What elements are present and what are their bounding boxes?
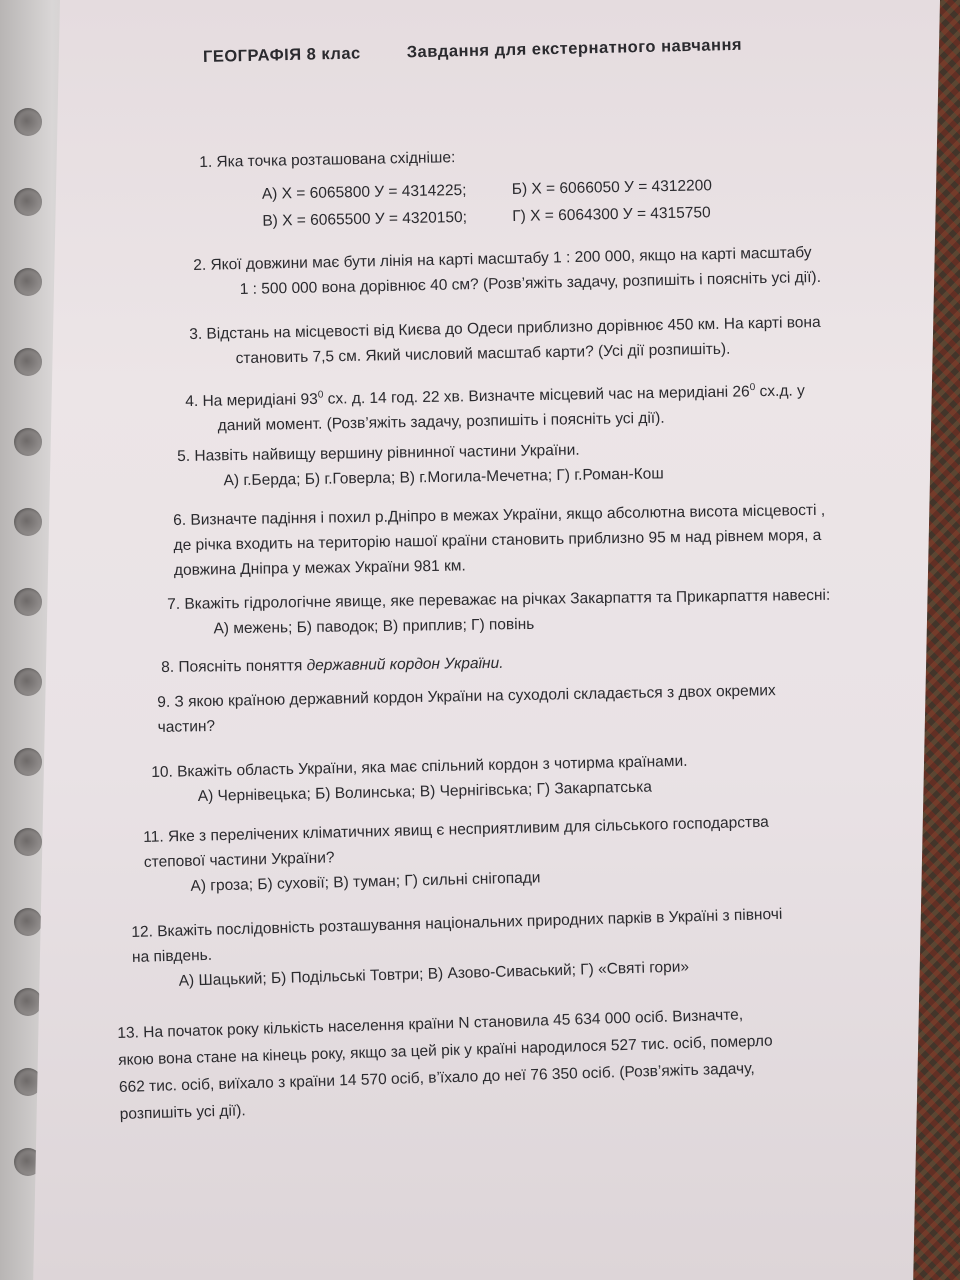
worksheet (95, 0, 940, 1280)
question-text-cont: степової частини України? (143, 849, 335, 871)
question-12 (131, 900, 863, 995)
answer-options: А) г.Берда; Б) г.Говерла; В) г.Могила-Мечетна; Г) г.Роман-Кош (223, 465, 664, 490)
question-text-cont: якою вона стане на кінець року, якщо за цей рік у країні народилося 527 тис. осіб, померло (117, 1032, 773, 1069)
question-3 (189, 309, 890, 372)
question-9 (157, 677, 858, 740)
question-text-cont: довжина Дніпра у межах України 981 км. (173, 557, 466, 579)
answer-options: А) межень; Б) паводок; В) приплив; Г) повінь (213, 615, 535, 638)
question-text: 1. Яка точка розташована східніше: (199, 149, 456, 171)
question-text: 3. Відстань на місцевості від Києва до Одеси приблизно дорівнює 450 км. На карті вона (189, 313, 821, 343)
punch-hole (14, 908, 42, 936)
punch-hole (14, 188, 42, 216)
answer-options: А) Чернівецька; Б) Волинська; В) Чернігівська; Г) Закарпатська (197, 778, 653, 806)
question-text-cont: даний момент. (Розв’яжіть задачу, розпишіть і поясніть усі дії). (217, 409, 665, 435)
option-a: А) Х = 6065800 У = 4314225; (261, 181, 467, 203)
question-text-cont: розпишіть усі дії). (119, 1102, 246, 1123)
question-term: державний кордон України. (306, 654, 504, 675)
option-g: Г) Х = 6064300 У = 4315750 (512, 204, 711, 225)
punch-hole (14, 748, 42, 776)
punch-hole (14, 108, 42, 136)
question-10 (151, 745, 852, 810)
answer-options (200, 171, 801, 235)
question-text: 10. Вкажіть область України, яка має спільний кордон з чотирма країнами. (151, 752, 688, 781)
question-text-part3: сх.д. у (755, 382, 805, 401)
question-6 (173, 497, 874, 583)
question-text: 12. Вкажіть послідовність розташування національних природних парків в Україні з півночі (131, 905, 783, 941)
question-text: 9. З якою країною державний кордон України на суходолі складається з двох окремих (157, 682, 776, 711)
question-text-cont: де річка входить на територію нашої країни становить приблизно 95 м над рівнем моря, а (173, 526, 822, 554)
punch-hole (14, 588, 42, 616)
question-text: 11. Яке з перелічених кліматичних явищ є несприятливим для сільського господарства (143, 813, 769, 846)
question-text: 8. Поясніть поняття (161, 657, 307, 676)
question-text-part1: 4. На меридіані 93 (185, 390, 318, 411)
question-2 (193, 238, 894, 303)
question-text-part2: сх. д. 14 год. 22 хв. Визначте місцевий час на меридіані 26 (323, 383, 750, 408)
question-text: 7. Вкажіть гідрологічне явище, яке переважає на річках Закарпаття та Прикарпаття навесні: (167, 586, 831, 613)
question-text-cont: 662 тис. осіб, виїхало з країни 14 570 осіб, в’їхало до неї 76 350 осіб. (Розв’яжіть задачу, (118, 1060, 755, 1096)
question-5 (177, 433, 878, 494)
answer-options: А) Шацький; Б) Подільські Товтри; В) Азово-Сиваський; Г) «Святі гори» (178, 958, 690, 990)
question-13 (117, 998, 860, 1128)
question-text: 5. Назвіть найвищу вершину рівнинної частини України. (177, 441, 580, 465)
worksheet-title: Завдання для екстернатного навчання (406, 35, 743, 62)
question-text: 2. Якої довжини має бути лінія на карті масштабу 1 : 200 000, якщо на карті масштабу (193, 244, 812, 274)
option-b: Б) Х = 6066050 У = 4312200 (511, 177, 713, 199)
punch-hole (14, 828, 42, 856)
punch-hole (14, 668, 42, 696)
degree-sup: 0 (749, 382, 756, 394)
question-text: 6. Визначте падіння і похил р.Дніпро в межах України, якщо абсолютна висота місцевості , (173, 501, 826, 529)
answer-options: А) гроза; Б) суховії; В) туман; Г) сильні снігопади (190, 869, 541, 895)
subject-label: ГЕОГРАФІЯ 8 клас (202, 44, 361, 66)
question-1 (199, 138, 801, 235)
punch-hole (14, 268, 42, 296)
question-8 (161, 646, 861, 680)
question-text-cont: становить 7,5 см. Який числовий масштаб карти? (Усі дії розпишіть). (235, 340, 731, 368)
question-11 (143, 808, 845, 900)
punch-hole (14, 348, 42, 376)
question-text-cont: частин? (157, 717, 216, 736)
question-text-cont: на південь. (131, 946, 213, 966)
question-7 (167, 582, 878, 642)
punch-hole (14, 428, 42, 456)
question-4 (185, 373, 886, 439)
punch-hole (14, 508, 42, 536)
question-text: 13. На початок року кількість населення країни N становила 45 634 000 осіб. Визначте, (117, 1006, 744, 1042)
worksheet-header (203, 33, 863, 67)
question-text-cont: 1 : 500 000 вона дорівнює 40 см? (Розв’яжіть задачу, розпишіть і поясніть усі дії). (239, 268, 822, 299)
option-v: В) Х = 6065500 У = 4320150; (262, 208, 468, 230)
degree-sup: 0 (317, 389, 324, 401)
